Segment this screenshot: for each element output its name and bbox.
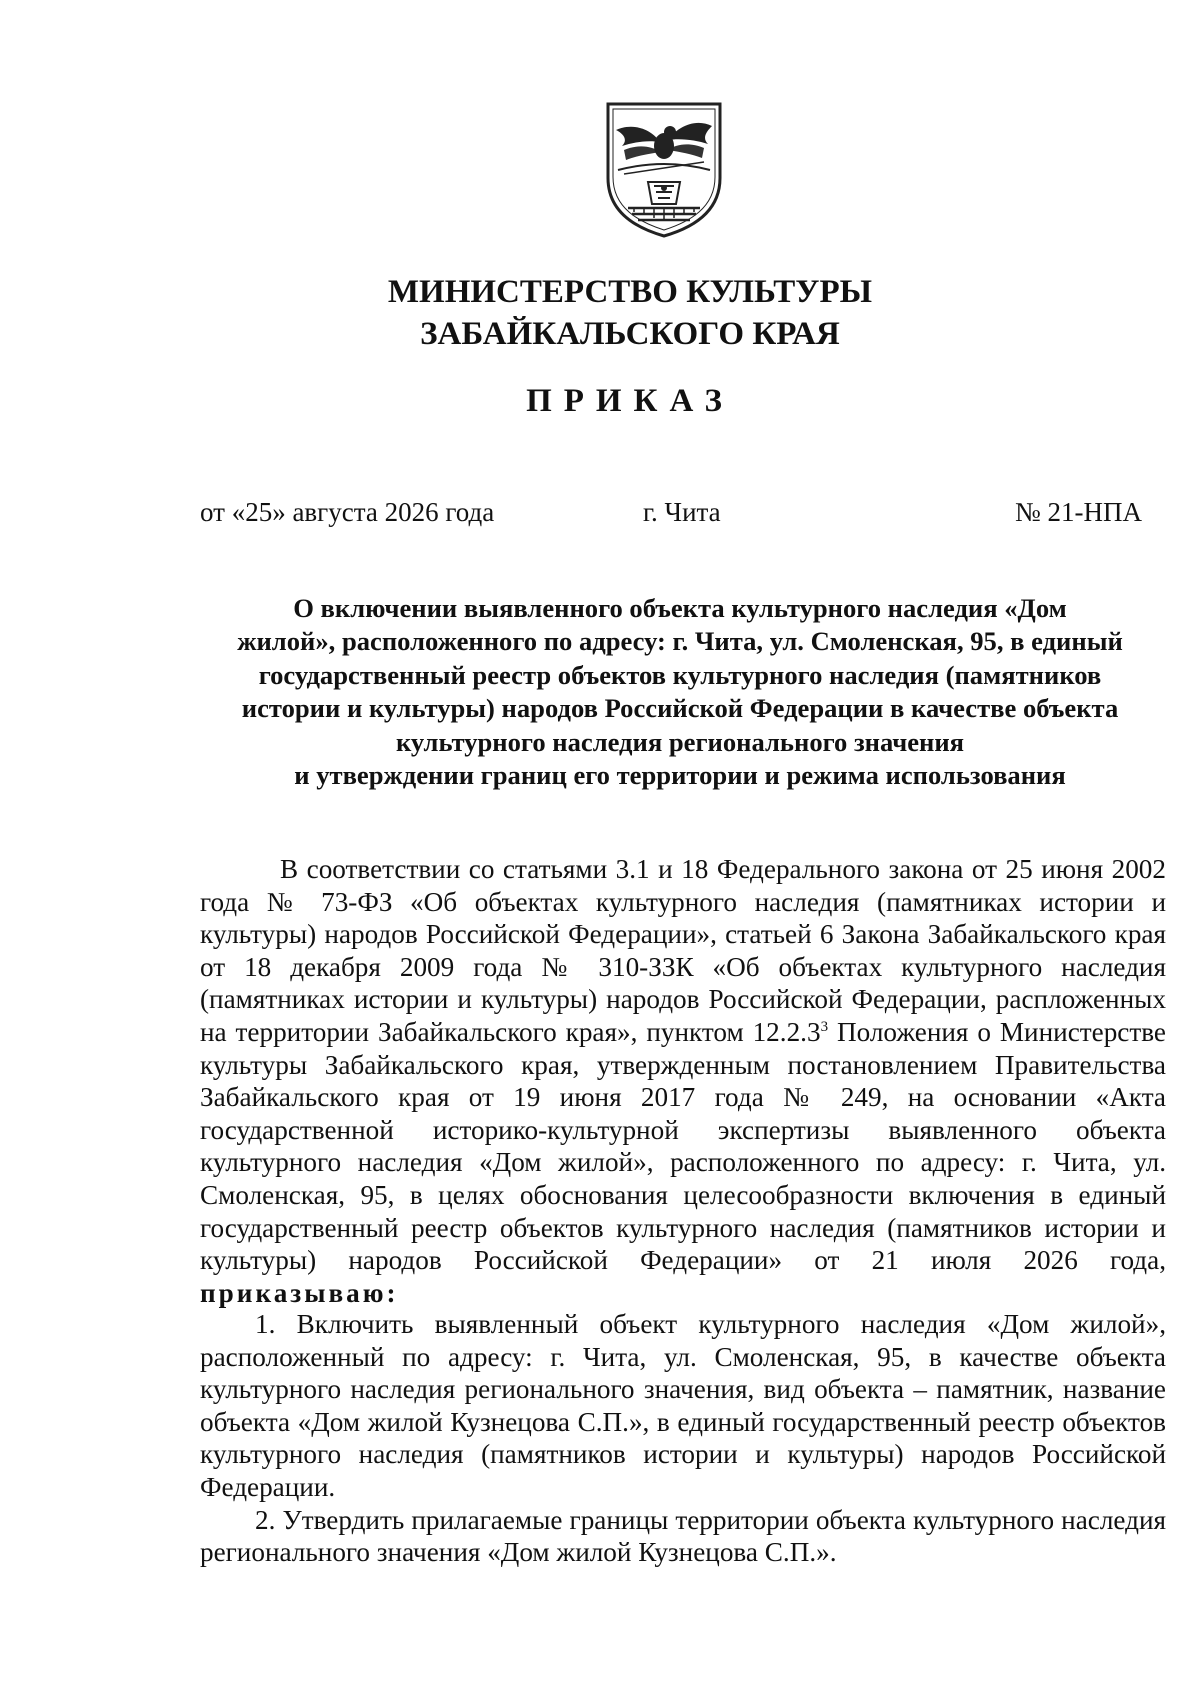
title-line: государственный реестр объектов культурного наследия (памятников xyxy=(258,659,1102,690)
title-line: истории и культуры) народов Российской Федерации в качестве объекта xyxy=(241,693,1119,724)
coat-of-arms-icon xyxy=(604,100,724,240)
title-line: О включении выявленного объекта культурного наследия «Дом xyxy=(293,593,1067,623)
title-line: культурного наследия регионального значения xyxy=(395,726,965,757)
document-type: ПРИКАЗ xyxy=(526,383,734,419)
order-city: г. Чита xyxy=(643,497,721,527)
order-title xyxy=(195,592,1165,792)
order-item-2: 2. Утвердить прилагаемые границы территории объекта культурного наследия регионального значения «Дом жилой Кузнецова С.П.». xyxy=(200,1504,1166,1568)
ministry-name-line2: ЗАБАЙКАЛЬСКОГО КРАЯ xyxy=(420,316,840,352)
preamble-text-part2: Положения о Министерстве культуры Забайкальского края, утвержденным постановлением Правительства Забайкальского края от 19 июня 2017 года № 249, на основании «Акта государственной историко-культурной экспертизы выявленного объекта культурного наследия «Дом жилой», расположенного по адресу: г. Чита, ул. Смоленская, 95, в целях обоснования целесообразности включения в единый государственный реестр объектов культурного наследия (памятников истории и культуры) народов Российской Федерации» от 21 июля 2026 года, xyxy=(200,1016,1166,1276)
preamble-paragraph xyxy=(200,853,1166,1309)
preamble xyxy=(200,853,1166,1309)
preamble-text-part1: В соответствии со статьями 3.1 и 18 Федерального закона от 25 июня 2002 года № 73-ФЗ «Об объектах культурного наследия (памятниках истории и культуры) народов Российской Федерации», статьей 6 Закона Забайкальского края от 18 декабря 2009 года № 310-ЗЗК «Об объектах культурного наследия (памятниках истории и культуры) народов Российской Федерации, распложенных на территории Забайкальского края», пунктом 12.2.3 xyxy=(200,854,1166,1047)
title-line: и утверждении границ его территории и режима использования xyxy=(294,760,1066,791)
order-number: № 21-НПА xyxy=(1015,497,1142,527)
ministry-name-line1: МИНИСТЕРСТВО КУЛЬТУРЫ xyxy=(387,274,873,310)
order-item-1: 1. Включить выявленный объект культурного наследия «Дом жилой», расположенный по адресу: г. Чита, ул. Смоленская, 95, в качестве объекта культурного наследия регионального значения, вид объекта – памятник, название объекта «Дом жилой Кузнецова С.П.», в единый государственный реестр объектов культурного наследия (памятников истории и культуры) народов Российской Федерации. xyxy=(200,1309,1166,1502)
order-date: от «25» августа 2026 года xyxy=(200,497,495,527)
title-line: жилой», расположенного по адресу: г. Чита, ул. Смоленская, 95, в единый xyxy=(237,626,1123,657)
order-word: приказываю: xyxy=(200,1277,399,1308)
footnote-superscript: 3 xyxy=(820,1018,829,1035)
order-items xyxy=(200,1308,1166,1569)
